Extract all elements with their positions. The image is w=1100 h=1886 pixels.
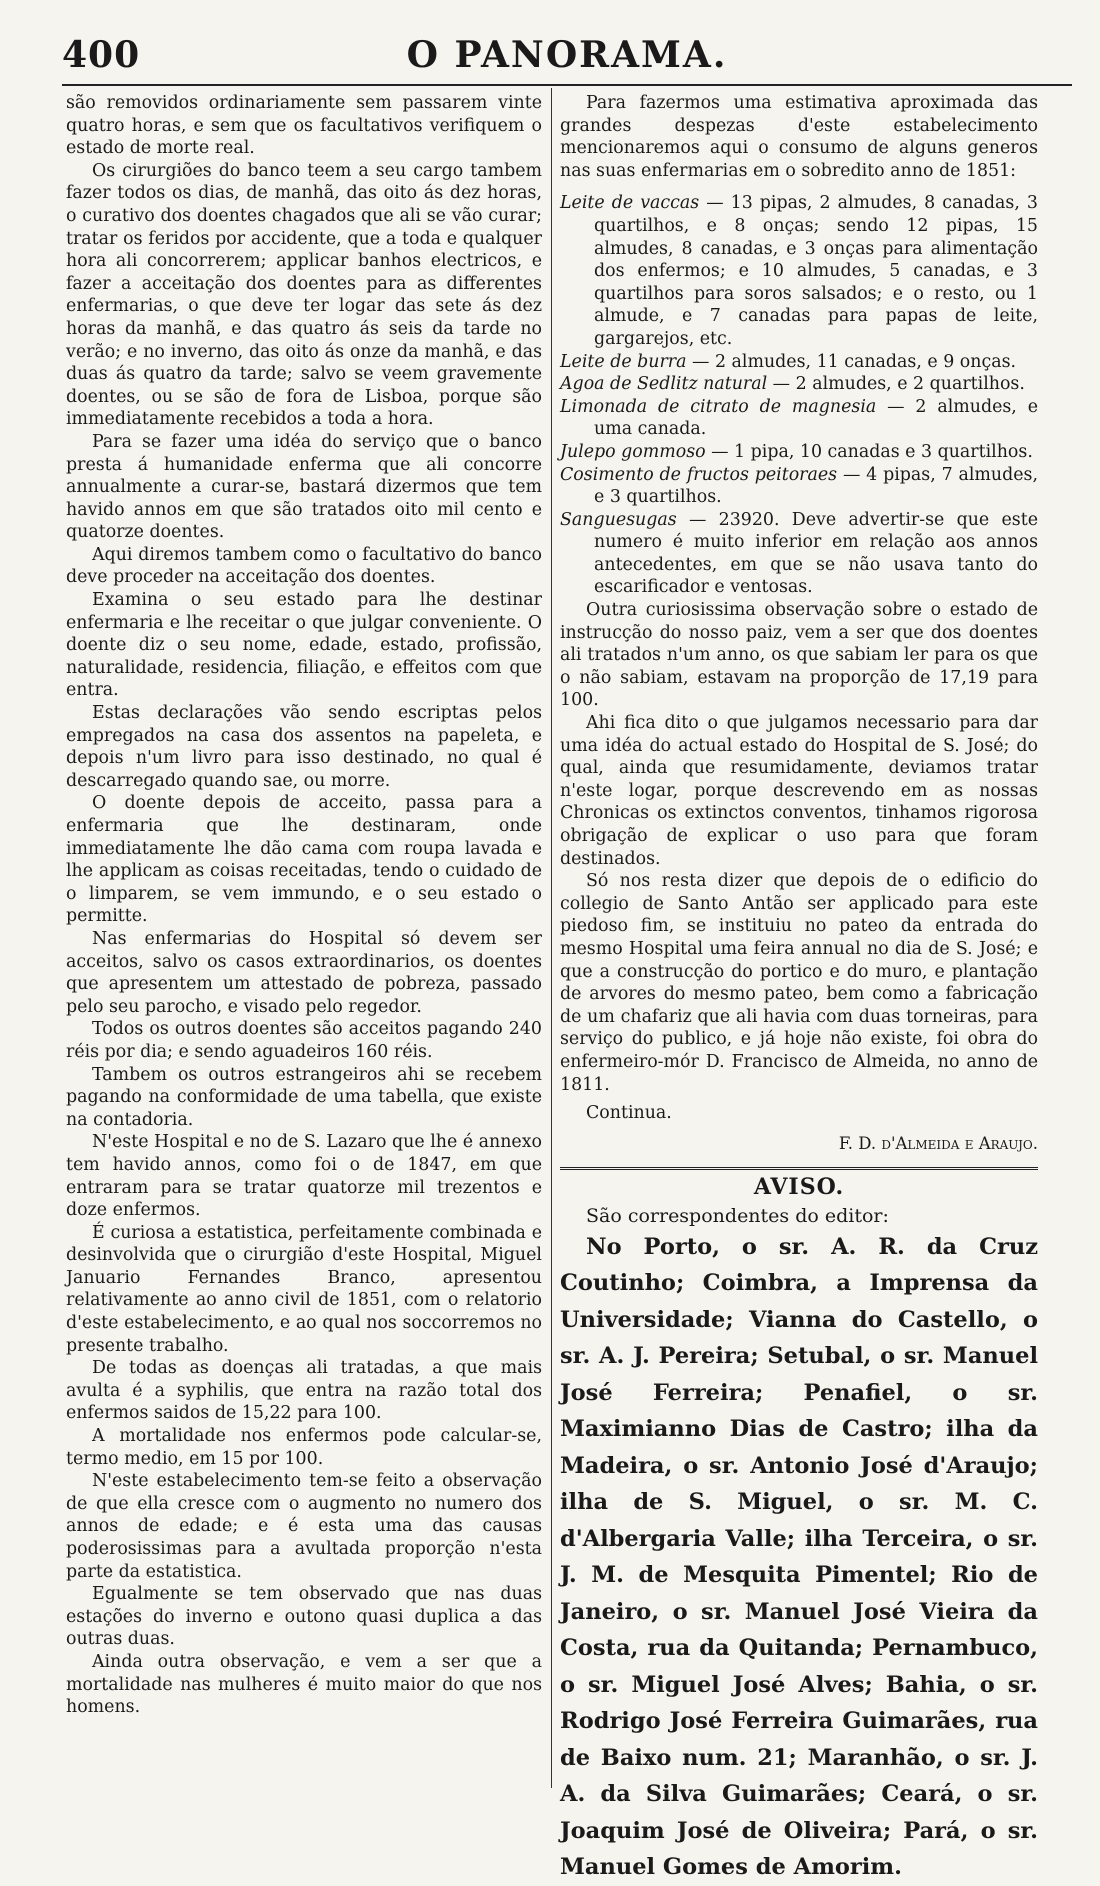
item-term: Leite de burra <box>560 351 687 372</box>
consumption-item <box>560 464 1038 509</box>
consumption-item <box>560 441 1038 464</box>
signature-name: d'Almeida e Araujo. <box>881 1133 1038 1153</box>
paragraph: Tambem os outros estrangeiros ahi se recebem pagando na conformidade de uma tabella, que existe na contadoria. <box>66 1064 542 1130</box>
consumption-item <box>560 509 1038 599</box>
signature <box>560 1133 1038 1156</box>
aviso-subtitle: São correspondentes do editor: <box>586 1204 889 1227</box>
paragraph: Os cirurgiões do banco teem a seu cargo tambem fazer todos os dias, de manhã, das oito ás dez horas, o curativo dos doentes chagados que ali se vão curar; tratar os feridos por accidente, que a toda e qualquer hora ali concorrerem; applicar banhos electricos, e fazer a acceitação dos doentes para as differentes enfermarias, o que deve ter logar das sete ás dez horas da manhã, e das quatro ás seis da tarde no verão; e no inverno, das oito ás onze da manhã, e das duas ás quatro da tarde; salvo se veem gravemente doentes, ou se são de fora de Lisboa, porque são immediatamente recebidos a toda a hora. <box>66 160 542 430</box>
paragraph: De todas as doenças ali tratadas, a que mais avulta é a syphilis, que entra na razão total dos enfermos saidos de 15,22 para 100. <box>66 1358 542 1424</box>
item-term: Limonada de citrato de magnesia <box>560 396 877 417</box>
aviso-title: AVISO. <box>753 1174 845 1201</box>
item-text: — 4 pipas, 7 almudes, e 3 quartilhos. <box>594 464 1038 508</box>
paragraph: Estas declarações vão sendo escriptas pelos empregados na casa dos assentos na papeleta, e depois n'um livro para isso destinado, no qual é descarregado quando sae, ou morre. <box>66 703 542 791</box>
page-number: 400 <box>62 34 141 76</box>
paragraph: Examina o seu estado para lhe destinar enfermaria e lhe receitar o que julgar conveniente. O doente diz o seu nome, edade, estado, profissão, naturalidade, residencia, filiação, e effeitos com que entra. <box>66 590 542 701</box>
paragraph: Nas enfermarias do Hospital só devem ser acceitos, salvo os casos extraordinarios, os doentes que apresentem um attestado de pobreza, passado pelo seu parocho, e visado pelo regedor. <box>66 928 542 1017</box>
paragraph: são removidos ordinariamente sem passarem vinte quatro horas, e sem que os facultativos verifiquem o estado de morte real. <box>66 93 542 159</box>
item-text: — 13 pipas, 2 almudes, 8 canadas, 3 quartilhos, e 8 onças; sendo 12 pipas, 15 almudes, 8 canadas, e 3 onças para alimentação dos enfermos; e 10 almudes, 5 canadas, e 3 quartilhos para soros salsados; e o resto, ou 1 almude, e 7 canadas para papas de leite, gargarejos, etc. <box>594 193 1038 349</box>
item-term: Julepo gommoso <box>560 441 706 462</box>
continua-note: Continua. <box>586 1103 672 1124</box>
paragraph: Para fazermos uma estimativa aproximada das grandes despezas d'este estabelecimento mencionaremos aqui o consumo de alguns generos nas suas enfermarias em o sobredito anno de 1851: <box>560 93 1038 181</box>
right-column <box>560 92 1038 1886</box>
paragraph: Egualmente se tem observado que nas duas estações do inverno e outono quasi duplica a das outras duas. <box>66 1584 542 1650</box>
left-column <box>66 92 542 1719</box>
item-text: — 23920. Deve advertir-se que este numero é muito inferior em relação aos annos antecedentes, em que se não usava tanto do escarificador e ventosas. <box>594 509 1038 598</box>
consumption-item <box>560 373 1038 396</box>
consumption-item <box>560 192 1038 350</box>
item-text: — 1 pipa, 10 canadas e 3 quartilhos. <box>705 441 1033 462</box>
paragraph: Só nos resta dizer que depois de o edificio do collegio de Santo Antão ser applicado para este piedoso fim, se instituiu no pateo da entrada do mesmo Hospital uma feira annual no dia de S. José; e que a construcção do portico e do muro, e plantação de arvores do mesmo pateo, bem como a fabricação de um chafariz que ali havia com duas torneiras, para serviço do publico, e já hoje não existe, foi obra do enfermeiro-mór D. Francisco de Almeida, no anno de 1811. <box>560 871 1038 1095</box>
consumption-item <box>560 351 1038 374</box>
item-text: — 2 almudes, e 2 quartilhos. <box>767 374 1025 395</box>
item-text: — 2 almudes, e uma canada. <box>594 396 1039 440</box>
paragraph: É curiosa a estatistica, perfeitamente combinada e desinvolvida que o cirurgião d'este Hospital, Miguel Januario Fernandes Branco, apresentou relativamente ao anno civil de 1851, com o relatorio d'este estabelecimento, e ao qual nos soccorremos no presente trabalho. <box>66 1222 542 1356</box>
item-term: Agoa de Sedlitz natural <box>560 374 768 395</box>
aviso-rule <box>560 1167 1038 1170</box>
paragraph: N'este Hospital e no de S. Lazaro que lhe é annexo tem havido annos, como foi o de 1847, em que entraram para se tratar quatorze mil trezentos e doze enfermos. <box>66 1132 542 1221</box>
paragraph: Ainda outra observação, e vem a ser que a mortalidade nas mulheres é muito maior do que nos homens. <box>66 1651 542 1718</box>
item-term: Leite de vaccas <box>560 193 700 214</box>
item-text: — 2 almudes, 11 canadas, e 9 onças. <box>686 351 1017 372</box>
item-term: Sanguesugas <box>560 509 677 530</box>
paragraph: Aqui diremos tambem como o facultativo do banco deve proceder na acceitação dos doentes. <box>66 544 542 588</box>
aviso-body: No Porto, o sr. A. R. da Cruz Coutinho; Coimbra, a Imprensa da Universidade; Vianna do Castello, o sr. A. J. Pereira; Setubal, o sr. Manuel José Ferreira; Penafiel, o sr. Maximianno Dias de Castro; ilha da Madeira, o sr. Antonio José d'Araujo; ilha de S. Miguel, o sr. M. C. d'Albergaria Valle; ilha Terceira, o sr. J. M. de Mesquita Pimentel; Rio de Janeiro, o sr. Manuel José Vieira da Costa, rua da Quitanda; Pernambuco, o sr. Miguel José Alves; Bahia, o sr. Rodrigo José Ferreira Guimarães, rua de Baixo num. 21; Maranhão, o sr. J. A. da Silva Guimarães; Ceará, o sr. Joaquim José de Oliveira; Pará, o sr. Manuel Gomes de Amorim. <box>560 1233 1038 1881</box>
item-term: Cosimento de fructos peitoraes <box>560 464 838 485</box>
consumption-item <box>560 396 1038 441</box>
paragraph: A mortalidade nos enfermos pode calcular-se, termo medio, em 15 por 100. <box>66 1426 542 1469</box>
paragraph: Todos os outros doentes são acceitos pagando 240 réis por dia; e sendo aguadeiros 160 réis. <box>66 1019 542 1062</box>
paragraph: Para se fazer uma idéa do serviço que o banco presta á humanidade enferma que ali concorre annualmente a curar-se, bastará dizermos que tem havido annos em que são tratados oito mil cento e quatorze doentes. <box>66 431 542 543</box>
signature-initials: F. D. <box>838 1133 882 1153</box>
column-divider <box>551 88 552 1788</box>
paragraph: Ahi fica dito o que julgamos necessario para dar uma idéa do actual estado do Hospital de S. José; do qual, ainda que resumidamente, deviamos tratar n'este logar, porque descrevendo em as nossas Chronicas os extinctos conventos, tinhamos rigorosa obrigação de explicar o uso para que foram destinados. <box>560 713 1038 869</box>
header-rule <box>62 84 1072 86</box>
paragraph: Outra curiosissima observação sobre o estado de instrucção do nosso paiz, vem a ser que dos doentes ali tratados n'um anno, os que sabiam ler para os que o não sabiam, estavam na proporção de 17,19 para 100. <box>560 600 1038 711</box>
journal-title: O PANORAMA. <box>406 34 728 76</box>
paragraph: N'este estabelecimento tem-se feito a observação de que ella cresce com o augmento no numero dos annos de edade; e é esta uma das causas poderosissimas para a avultada proporção n'esta parte da estatistica. <box>66 1471 542 1582</box>
paragraph: O doente depois de acceito, passa para a enfermaria que lhe destinaram, onde immediatamente lhe dão cama com roupa lavada e lhe applicam as coisas receitadas, tendo o cuidado de o limparem, se vem immundo, e o seu estado o permitte. <box>66 793 542 927</box>
